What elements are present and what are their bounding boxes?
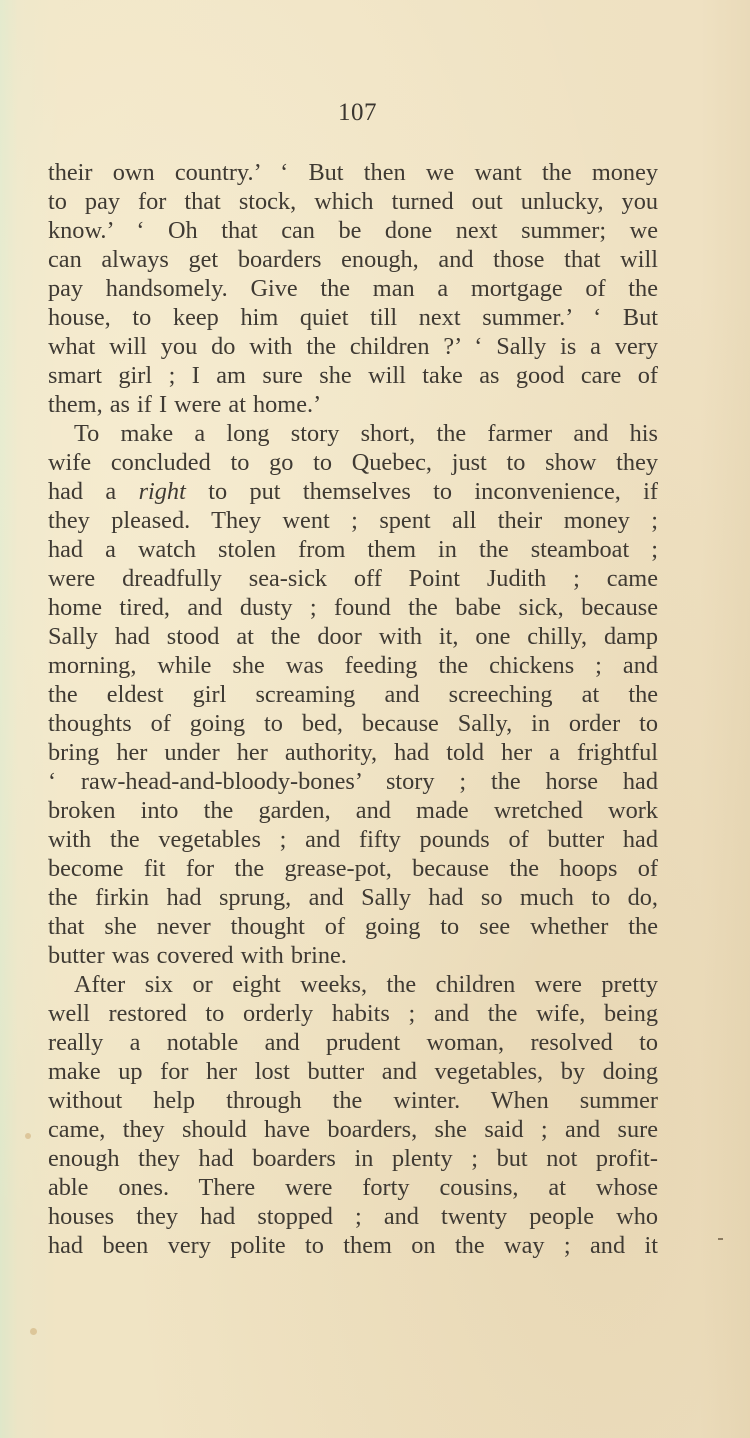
text-line-content: had been very polite to them on the way ; and it	[48, 1232, 658, 1259]
text-line	[48, 361, 658, 390]
text-line	[48, 1086, 658, 1115]
text-line	[48, 709, 658, 738]
text-line	[48, 1231, 658, 1260]
text-line	[48, 245, 658, 274]
text-line	[48, 158, 658, 187]
text-line-content: home tired, and dusty ; found the babe sick, because	[48, 594, 658, 621]
text-line	[48, 448, 658, 477]
text-line-content: had a	[48, 478, 139, 505]
text-line-content: the eldest girl screaming and screeching at the	[48, 681, 658, 708]
text-line	[48, 535, 658, 564]
text-line	[48, 1028, 658, 1057]
text-line	[48, 738, 658, 767]
text-line-content: them, as if I were at home.’	[48, 391, 322, 418]
text-line	[48, 1144, 658, 1173]
text-line-content: with the vegetables ; and fifty pounds of butter had	[48, 826, 658, 853]
text-line-content: able ones. There were forty cousins, at whose	[48, 1174, 658, 1201]
text-line-content: houses they had stopped ; and twenty people who	[48, 1203, 658, 1230]
text-line-content: really a notable and prudent woman, resolved to	[48, 1029, 658, 1056]
text-line	[48, 1115, 658, 1144]
text-line	[48, 390, 658, 419]
text-line-content: to pay for that stock, which turned out unlucky, you	[48, 188, 658, 215]
text-line-content: wife concluded to go to Quebec, just to show they	[48, 449, 658, 476]
text-line-content: well restored to orderly habits ; and the wife, being	[48, 1000, 658, 1027]
text-line	[48, 1057, 658, 1086]
text-line-content: without help through the winter. When summer	[48, 1087, 658, 1114]
text-line	[48, 332, 658, 361]
text-line-content: enough they had boarders in plenty ; but not profit-	[48, 1145, 658, 1172]
page-number: 107	[338, 99, 377, 126]
text-line	[48, 622, 658, 651]
text-line-content: Sally had stood at the door with it, one chilly, damp	[48, 623, 658, 650]
text-line-content: broken into the garden, and made wretched work	[48, 797, 658, 824]
paper-speck	[25, 1133, 31, 1139]
text-line	[48, 303, 658, 332]
text-line-content: thoughts of going to bed, because Sally, in order to	[48, 710, 658, 737]
text-line-content: become fit for the grease-pot, because the hoops of	[48, 855, 658, 882]
text-line-content: After six or eight weeks, the children were pretty	[74, 971, 658, 998]
text-line-content: were dreadfully sea-sick off Point Judith ; came	[48, 565, 658, 592]
text-line-content: butter was covered with brine.	[48, 942, 347, 969]
text-line	[48, 941, 658, 970]
text-line-content: the firkin had sprung, and Sally had so much to do,	[48, 884, 658, 911]
text-line-content: they pleased. They went ; spent all their money ;	[48, 507, 658, 534]
text-line-content: had a watch stolen from them in the steamboat ;	[48, 536, 658, 563]
text-line-content: ‘ raw-head-and-bloody-bones’ story ; the horse had	[48, 768, 658, 795]
text-line-content: know.’ ‘ Oh that can be done next summer; we	[48, 217, 658, 244]
text-line-content: their own country.’ ‘ But then we want the money	[48, 159, 658, 186]
text-line	[48, 796, 658, 825]
text-line	[48, 680, 658, 709]
text-line-content: smart girl ; I am sure she will take as good care of	[48, 362, 658, 389]
text-line	[48, 564, 658, 593]
text-line-content: pay handsomely. Give the man a mortgage of the	[48, 275, 658, 302]
text-line	[48, 274, 658, 303]
text-line	[48, 825, 658, 854]
text-line	[48, 651, 658, 680]
text-line	[48, 1173, 658, 1202]
text-line-content: that she never thought of going to see whether the	[48, 913, 658, 940]
text-line-content: can always get boarders enough, and those that will	[48, 246, 658, 273]
text-line	[48, 970, 658, 999]
text-line-content: To make a long story short, the farmer and his	[74, 420, 658, 447]
text-line-content: came, they should have boarders, she said ; and sure	[48, 1116, 658, 1143]
text-line	[48, 1202, 658, 1231]
text-line	[48, 477, 658, 506]
text-line	[48, 593, 658, 622]
paper-speck	[30, 1328, 37, 1335]
text-line-content: morning, while she was feeding the chickens ; and	[48, 652, 658, 679]
text-line	[48, 506, 658, 535]
text-line-content: house, to keep him quiet till next summer.’ ‘ But	[48, 304, 658, 331]
text-line-content: make up for her lost butter and vegetables, by doing	[48, 1058, 658, 1085]
text-line-content: bring her under her authority, had told her a frightful	[48, 739, 658, 766]
body-text	[48, 158, 658, 1260]
text-line	[48, 912, 658, 941]
text-line	[48, 419, 658, 448]
text-line	[48, 767, 658, 796]
text-line	[48, 999, 658, 1028]
text-line-content: what will you do with the children ?’ ‘ Sally is a very	[48, 333, 658, 360]
text-line	[48, 216, 658, 245]
margin-mark	[718, 1238, 723, 1240]
text-line	[48, 883, 658, 912]
text-line	[48, 854, 658, 883]
italic-word: right	[138, 478, 186, 505]
text-line-continuation: to put themselves to inconvenience, if	[185, 478, 658, 505]
text-line	[48, 187, 658, 216]
